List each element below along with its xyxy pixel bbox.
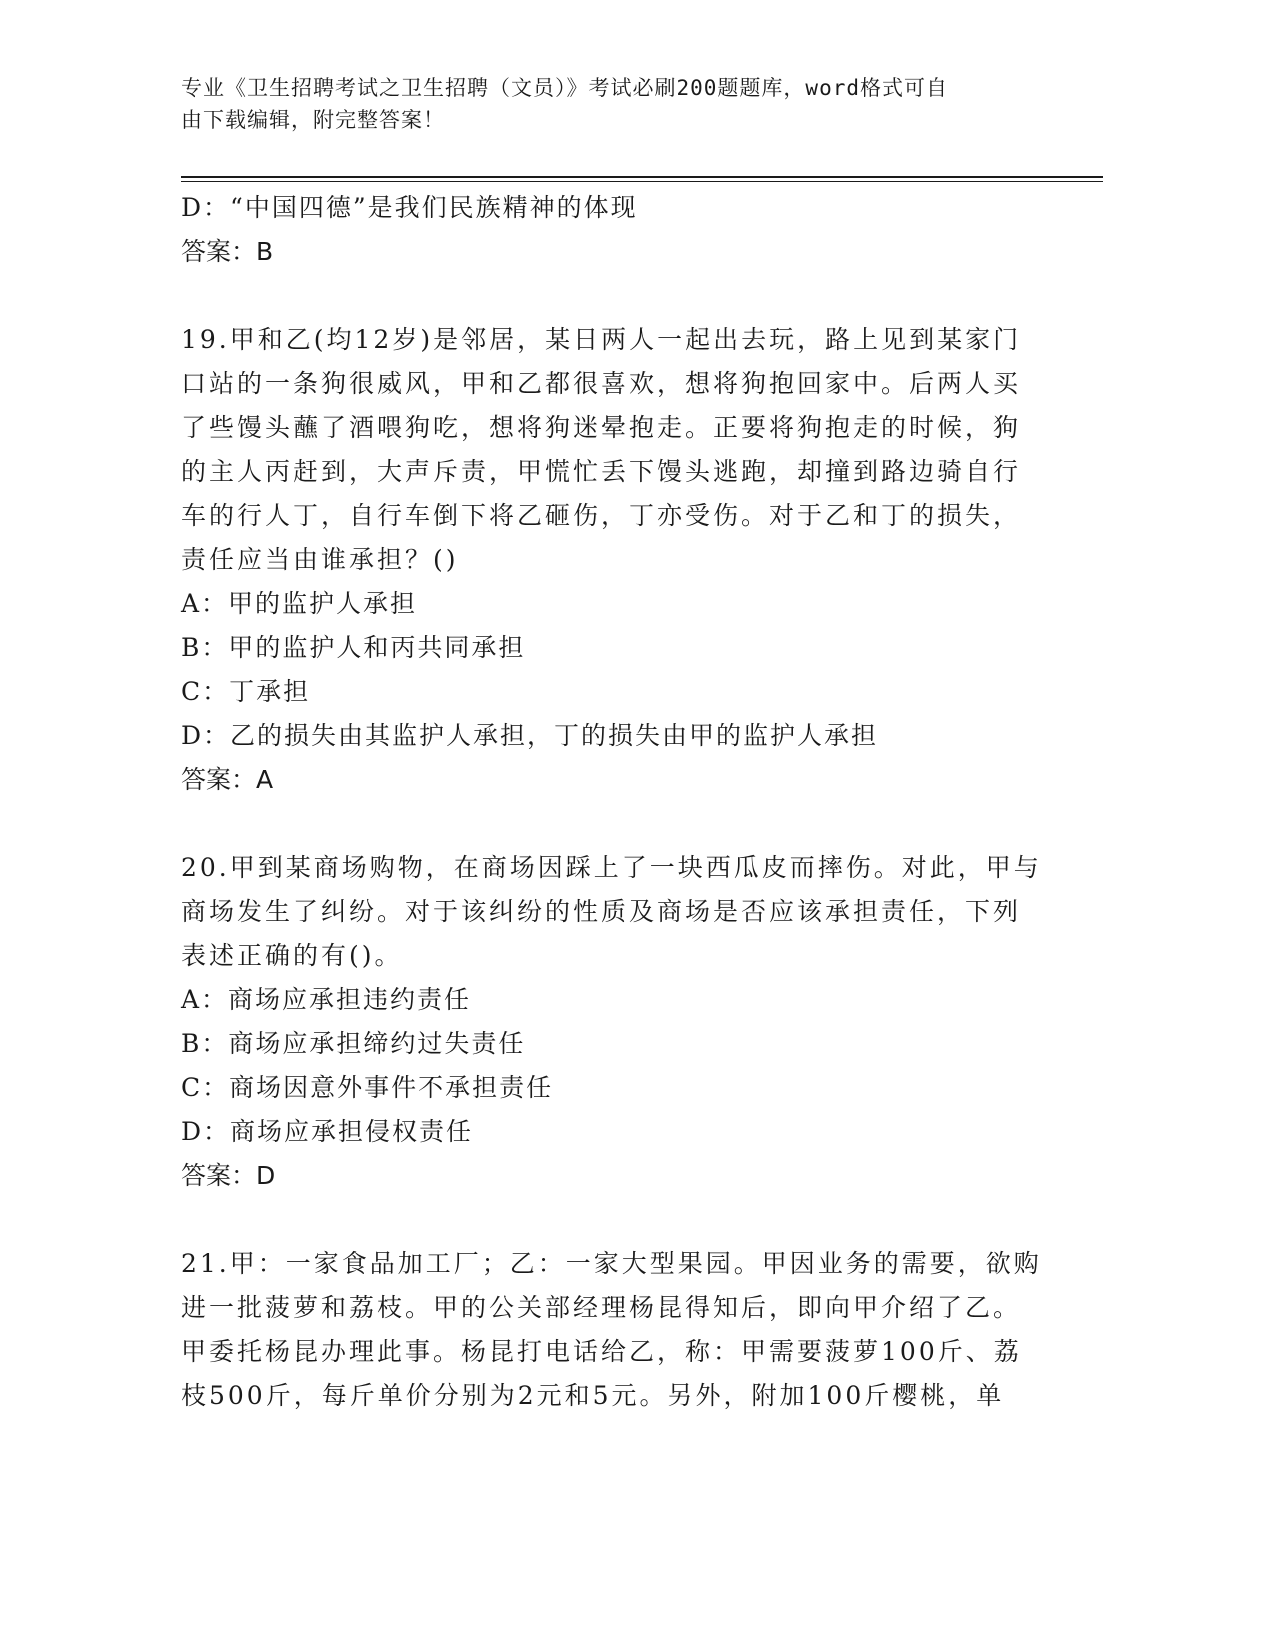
question-line: 车的行人丁，自行车倒下将乙砸伤，丁亦受伤。对于乙和丁的损失， [181,501,1022,530]
question-line: 了些馒头蘸了酒喂狗吃，想将狗迷晕抱走。正要将狗抱走的时候，狗 [181,413,1022,442]
option-d: D：商场应承担侵权责任 [181,1117,474,1146]
question-21 [181,1242,1061,1418]
option-a: A：商场应承担违约责任 [181,985,472,1014]
option-c: C：丁承担 [181,677,311,706]
question-line: 枝500斤，每斤单价分别为2元和5元。另外，附加100斤樱桃，单 [181,1381,1005,1410]
question-line: 责任应当由谁承担？() [181,545,459,574]
question-line: 19.甲和乙(均12岁)是邻居，某日两人一起出去玩，路上见到某家门 [181,325,1022,354]
spacer [181,1198,1061,1242]
question-text [181,1242,1061,1418]
document-body [181,186,1061,1418]
header-divider-thin [181,181,1103,182]
option-a: A：甲的监护人承担 [181,589,418,618]
question-line: 20.甲到某商场购物，在商场因踩上了一块西瓜皮而摔伤。对此，甲与 [181,853,1042,882]
question-line: 21.甲：一家食品加工厂；乙：一家大型果园。甲因业务的需要，欲购 [181,1249,1042,1278]
question-20 [181,846,1061,1198]
option-d: D：乙的损失由其监护人承担，丁的损失由甲的监护人承担 [181,721,879,750]
question-text [181,318,1061,582]
document-header [181,72,1061,136]
header-line-2: 由下载编辑，附完整答案！ [181,108,445,132]
answer-label: 答案：B [181,237,274,266]
question-line: 商场发生了纠纷。对于该纠纷的性质及商场是否应该承担责任，下列 [181,897,1022,926]
spacer [181,274,1061,318]
question-line: 甲委托杨昆办理此事。杨昆打电话给乙，称：甲需要菠萝100斤、荔 [181,1337,1022,1366]
answer-label: 答案：A [181,765,274,794]
question-text [181,846,1061,978]
answer-label: 答案：D [181,1161,276,1190]
question-line: 的主人丙赶到，大声斥责，甲慌忙丢下馒头逃跑，却撞到路边骑自行 [181,457,1022,486]
spacer [181,802,1061,846]
header-divider-thick [181,176,1103,178]
header-line-1: 专业《卫生招聘考试之卫生招聘（文员）》考试必刷200题题库，word格式可自 [181,76,948,100]
question-line: 表述正确的有()。 [181,941,403,970]
option-c: C：商场因意外事件不承担责任 [181,1073,554,1102]
question-line: 进一批菠萝和荔枝。甲的公关部经理杨昆得知后，即向甲介绍了乙。 [181,1293,1022,1322]
question-19 [181,318,1061,802]
question-line: 口站的一条狗很威风，甲和乙都很喜欢，想将狗抱回家中。后两人买 [181,369,1022,398]
option-b: B：甲的监护人和丙共同承担 [181,633,526,662]
question-18-tail [181,186,1061,274]
option-d: D：“中国四德”是我们民族精神的体现 [181,193,638,222]
option-b: B：商场应承担缔约过失责任 [181,1029,526,1058]
